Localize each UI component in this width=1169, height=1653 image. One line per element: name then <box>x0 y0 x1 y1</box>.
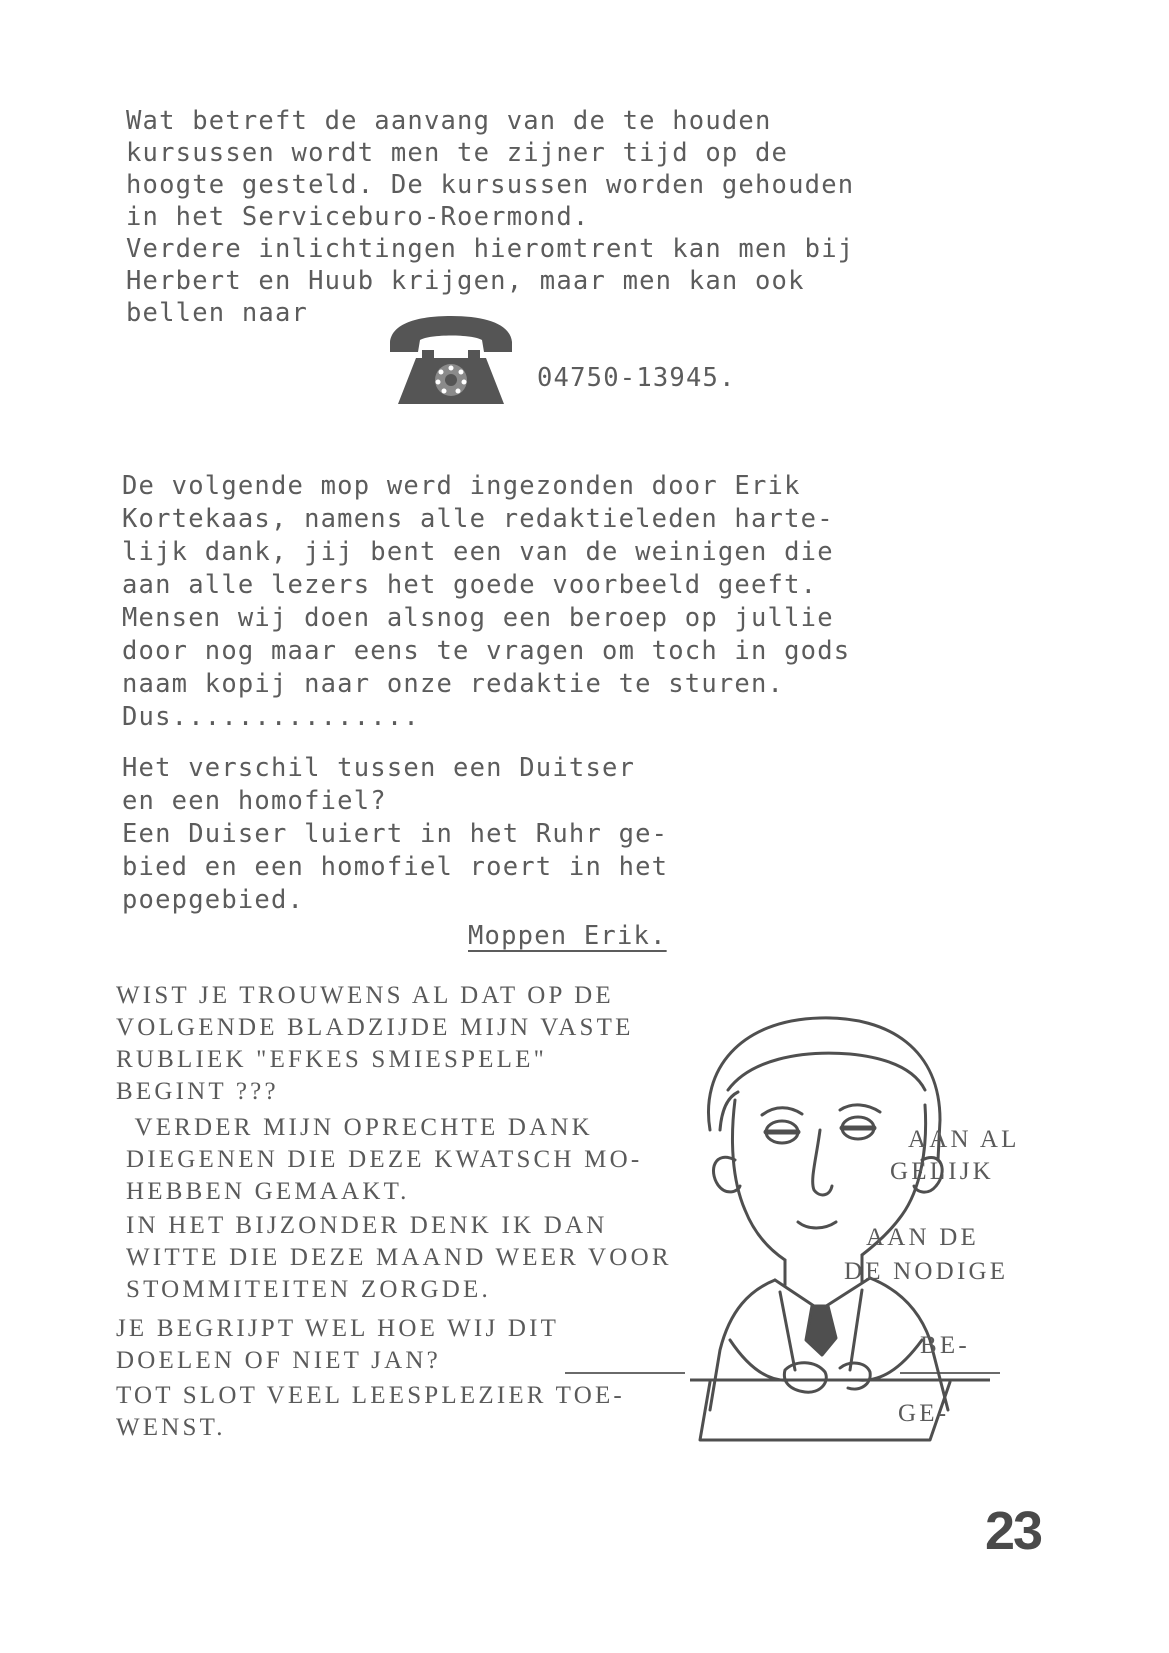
text-line: TOT SLOT VEEL LEESPLEZIER TOE- <box>116 1382 625 1409</box>
page-number: 23 <box>985 1501 1042 1561</box>
text-line: bied en een homofiel roert in het <box>122 852 669 882</box>
text-line: DIEGENEN DIE DEZE KWATSCH MO- <box>126 1146 643 1173</box>
text-fragment: AAN AL <box>908 1126 1020 1153</box>
text-line: en een homofiel? <box>122 786 387 816</box>
text-line: in het Serviceburo-Roermond. <box>126 202 590 232</box>
text-line: naam kopij naar onze redaktie te sturen. <box>122 669 785 699</box>
text-line: Herbert en Huub krijgen, maar men kan ook <box>126 266 805 296</box>
text-line: IN HET BIJZONDER DENK IK DAN <box>126 1212 608 1239</box>
text-fragment: AAN DE <box>866 1224 979 1251</box>
text-line: poepgebied. <box>122 885 305 915</box>
text-line: hoogte gesteld. De kursussen worden gehouden <box>126 170 855 200</box>
text-line: Verdere inlichtingen hieromtrent kan men bij <box>126 234 855 264</box>
text-line: door nog maar eens te vragen om toch in gods <box>122 636 851 666</box>
text-line: RUBLIEK "EFKES SMIESPELE" <box>116 1046 547 1073</box>
text-fragment: DE NODIGE <box>844 1258 1009 1285</box>
text-line: VOLGENDE BLADZIJDE MIJN VASTE <box>116 1014 634 1041</box>
text-line: Een Duiser luiert in het Ruhr ge- <box>122 819 669 849</box>
text-line: lijk dank, jij bent een van de weinigen die <box>122 537 834 567</box>
text-line: HEBBEN GEMAAKT. <box>126 1178 410 1205</box>
text-fragment: BE- <box>920 1332 970 1359</box>
phone-number: 04750-13945. <box>537 363 736 393</box>
text-line: Kortekaas, namens alle redaktieleden harte- <box>122 504 834 534</box>
text-line: aan alle lezers het goede voorbeeld geeft. <box>122 570 818 600</box>
text-line: STOMMITEITEN ZORGDE. <box>126 1276 491 1303</box>
text-line: JE BEGRIJPT WEL HOE WIJ DIT <box>116 1315 560 1342</box>
text-fragment: GELIJK <box>890 1158 994 1185</box>
text-line: kursussen wordt men te zijner tijd op de <box>126 138 789 168</box>
telephone-icon <box>386 312 516 408</box>
text-line: VERDER MIJN OPRECHTE DANK <box>116 1114 593 1141</box>
joke-signature: Moppen Erik. <box>468 921 667 951</box>
text-line: WITTE DIE DEZE MAAND WEER VOOR <box>126 1244 672 1271</box>
text-line: Het verschil tussen een Duitser <box>122 753 636 783</box>
text-line: Mensen wij doen alsnog een beroep op jullie <box>122 603 834 633</box>
text-line: WENST. <box>116 1414 226 1441</box>
text-line: WIST JE TROUWENS AL DAT OP DE <box>116 982 614 1009</box>
text-line: Wat betreft de aanvang van de te houden <box>126 106 772 136</box>
text-line: bellen naar <box>126 298 309 328</box>
text-line: Dus............... <box>122 702 420 732</box>
text-line: De volgende mop werd ingezonden door Erik <box>122 471 801 501</box>
divider-line <box>565 1372 685 1374</box>
text-line: DOELEN OF NIET JAN? <box>116 1347 441 1374</box>
text-fragment: GE- <box>898 1400 950 1427</box>
text-line: BEGINT ??? <box>116 1078 279 1105</box>
